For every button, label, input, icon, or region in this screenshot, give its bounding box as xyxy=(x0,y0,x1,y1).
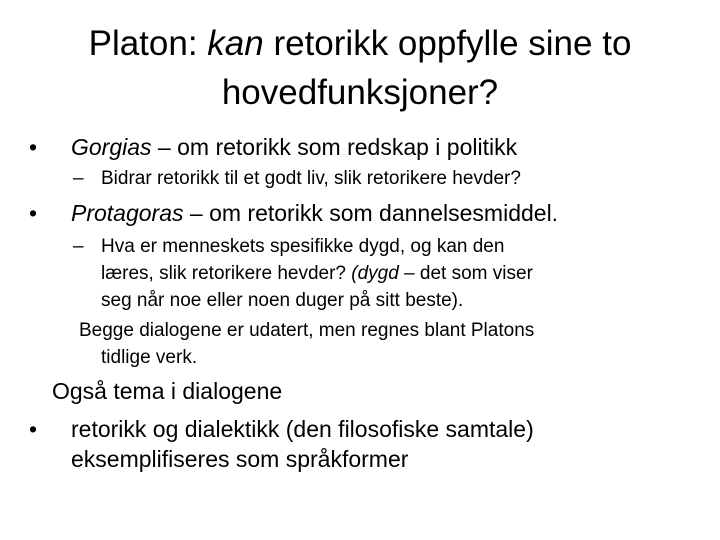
dash-icon: – xyxy=(73,168,84,189)
sub-bullet-protagoras-line-3: seg når noe eller noen duger på sitt beste). xyxy=(101,290,464,311)
title-text: Platon: xyxy=(88,24,208,63)
title-emphasis: kan xyxy=(207,24,264,63)
dash-icon: – xyxy=(73,236,84,257)
dialogue-name: Gorgias xyxy=(71,134,152,160)
slide-title-line-2: hovedfunksjoner? xyxy=(221,73,499,112)
dating-note-line-2: tidlige verk. xyxy=(101,347,198,368)
bullet-gorgias xyxy=(71,133,517,161)
bullet-text: – om retorikk som dannelsesmiddel. xyxy=(183,200,559,226)
sub-bullet-protagoras-line-1: Hva er menneskets spesifikke dygd, og kan den xyxy=(101,236,505,257)
bullet-text: – om retorikk som redskap i politikk xyxy=(151,134,518,160)
bullet-icon: • xyxy=(29,134,38,160)
sub-bullet-gorgias: Bidrar retorikk til et godt liv, slik retorikere hevder? xyxy=(101,168,521,189)
sub-bullet-text: – det som viser xyxy=(398,263,533,284)
bullet-rhetoric-line-1: retorikk og dialektikk (den filosofiske samtale) xyxy=(71,416,534,442)
sub-bullet-protagoras-line-2 xyxy=(101,262,533,286)
term-emphasis: (dygd xyxy=(351,263,399,284)
title-text: retorikk oppfylle sine to xyxy=(263,24,632,63)
bullet-icon: • xyxy=(29,416,38,442)
sub-bullet-text: læres, slik retorikere hevder? xyxy=(101,263,352,284)
bullet-icon: • xyxy=(29,200,38,226)
also-theme-heading: Også tema i dialogene xyxy=(52,378,283,404)
dialogue-name: Protagoras xyxy=(71,200,184,226)
dating-note-line-1: Begge dialogene er udatert, men regnes blant Platons xyxy=(79,320,535,341)
slide-title-line-1 xyxy=(20,21,700,67)
bullet-protagoras xyxy=(71,199,558,227)
bullet-rhetoric-line-2: eksemplifiseres som språkformer xyxy=(71,446,409,472)
